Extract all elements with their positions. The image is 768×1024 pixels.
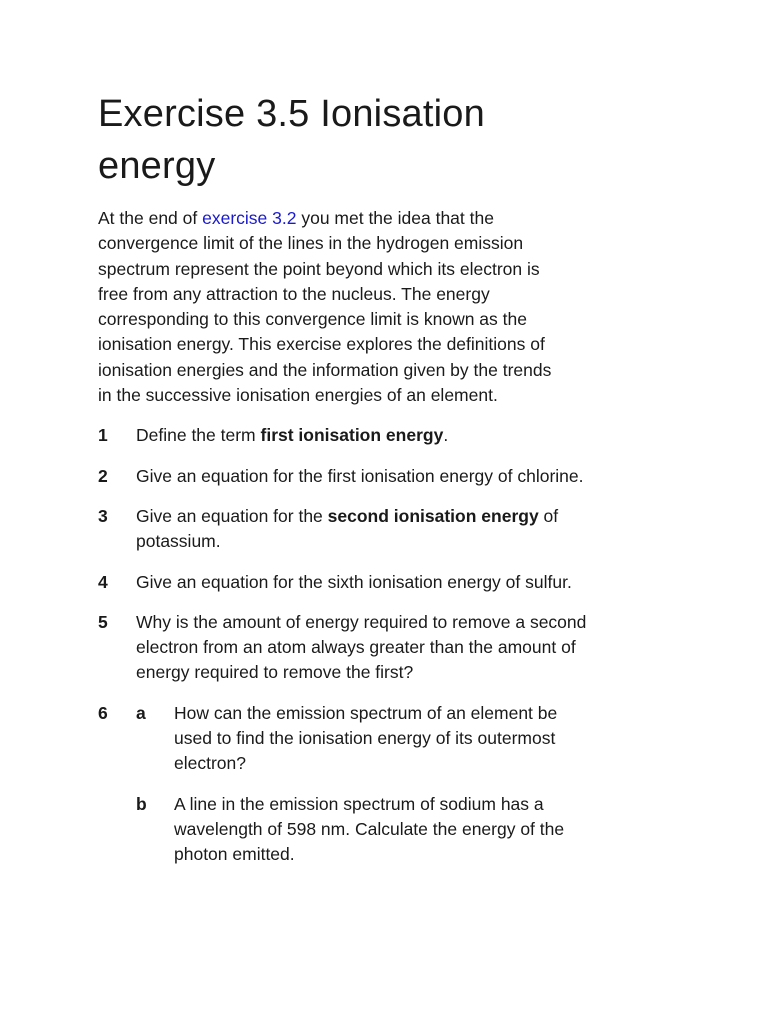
part-text: How can the emission spectrum of an element be used to find the ionisation energy of its outermost electron? xyxy=(174,702,558,774)
question-text: Give an equation for the first ionisation energy of chlorine. xyxy=(136,465,584,486)
intro-paragraph xyxy=(98,206,568,408)
part-text: A line in the emission spectrum of sodium has a wavelength of 598 nm. Calculate the energy of the photon emitted. xyxy=(174,793,565,865)
question-parts xyxy=(136,701,598,868)
question-2 xyxy=(98,464,598,489)
question-text: Why is the amount of energy required to remove a second electron from an atom always greater than the amount of energy required to remove the first? xyxy=(136,611,587,683)
question-list xyxy=(98,423,598,867)
question-bold-term: first ionisation energy xyxy=(260,425,444,446)
question-text xyxy=(136,423,598,448)
question-text-part: . xyxy=(443,425,449,446)
question-5 xyxy=(98,610,598,686)
question-text-part: Define the term xyxy=(136,425,261,446)
question-text xyxy=(136,504,598,555)
question-3 xyxy=(98,504,598,555)
exercise-link[interactable]: exercise 3.2 xyxy=(202,208,297,228)
part-letter: b xyxy=(136,793,147,814)
question-number: 4 xyxy=(98,571,108,592)
question-1 xyxy=(98,423,598,448)
question-number: 2 xyxy=(98,465,108,486)
document-page xyxy=(98,88,598,883)
part-letter: a xyxy=(136,702,146,723)
question-6 xyxy=(98,701,598,868)
question-6b xyxy=(136,792,598,868)
question-text: Give an equation for the sixth ionisation energy of sulfur. xyxy=(136,571,572,592)
question-number: 3 xyxy=(98,505,108,526)
page-title: Exercise 3.5 Ionisation energy xyxy=(98,93,485,187)
question-4 xyxy=(98,570,598,595)
question-text-part: of potassium. xyxy=(136,505,559,552)
question-number: 5 xyxy=(98,611,108,632)
question-text-part: Give an equation for the xyxy=(136,505,328,526)
intro-text-rest: you met the idea that the convergence limit of the lines in the hydrogen emission spectrum represent the point beyond which its electron is free from any attraction to the nucleus. The energy corresponding to this convergence limit is known as the ionisation energy. This exercise explores the definitions of ionisation energies and the information given by the trends in the successive ionisation energies of an element. xyxy=(98,208,552,406)
question-number: 1 xyxy=(98,425,108,446)
intro-text-start: At the end of xyxy=(98,208,203,228)
question-6a xyxy=(136,701,598,777)
question-number: 6 xyxy=(98,702,108,723)
question-bold-term: second ionisation energy xyxy=(327,505,539,526)
